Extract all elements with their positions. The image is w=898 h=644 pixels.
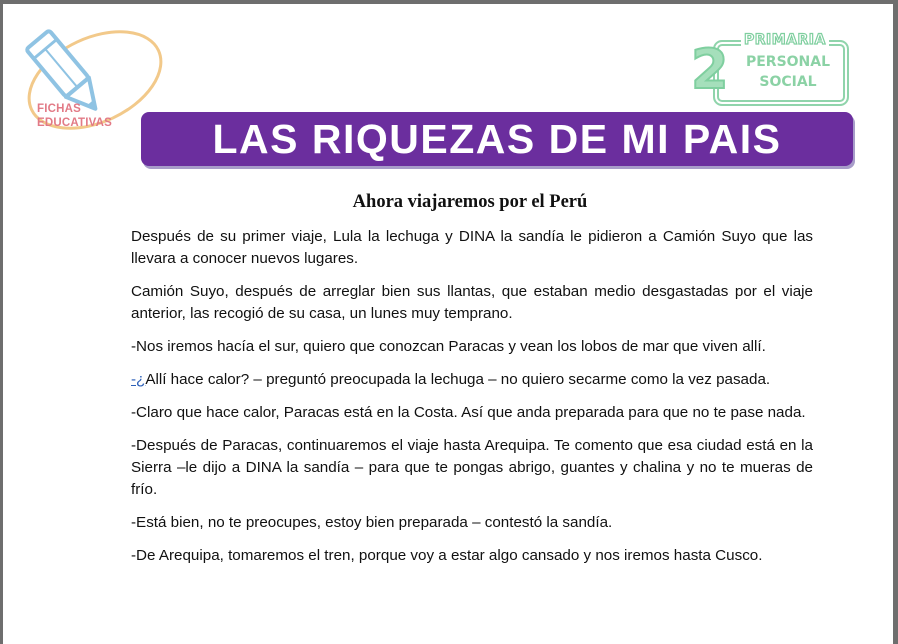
paragraph: -Está bien, no te preocupes, estoy bien preparada – contestó la sandía. — [131, 514, 613, 531]
story-body — [131, 226, 813, 578]
badge-subject-line2: SOCIAL — [759, 74, 817, 90]
paragraph: Después de su primer viaje, Lula la lechuga y DINA la sandía le pidieron a Camión Suyo que las llevara a conocer nuevos lugares. — [131, 228, 813, 267]
badge-frame — [713, 40, 849, 106]
logo-text-fichas: FICHAS — [37, 103, 82, 115]
title-banner — [141, 112, 853, 166]
page-title: LAS RIQUEZAS DE MI PAIS — [212, 115, 782, 162]
paragraph-text: Allí hace calor? – preguntó preocupada la lechuga – no quiero secarme como la vez pasada. — [145, 371, 771, 388]
paragraph: -Después de Paracas, continuaremos el viaje hasta Arequipa. Te comento que esa ciudad está en la Sierra –le dijo a DINA la sandía – para que te pongas abrigo, guantes y chalina y no te mueras de frío. — [131, 437, 813, 498]
paragraph: -De Arequipa, tomaremos el tren, porque voy a estar algo cansado y nos iremos hasta Cusco. — [131, 547, 763, 564]
badge-subject-line1: PERSONAL — [745, 54, 831, 70]
spellcheck-mark: -¿ — [131, 371, 146, 388]
paragraph — [131, 369, 813, 391]
badge-level: PRIMARIA — [741, 32, 829, 48]
badge-grade-number: 2 — [691, 38, 729, 101]
document-page — [3, 4, 893, 644]
paragraph: -Nos iremos hacía el sur, quiero que conozcan Paracas y vean los lobos de mar que viven allí. — [131, 338, 766, 355]
logo-text-educativas: EDUCATIVAS — [37, 117, 113, 129]
paragraph: Camión Suyo, después de arreglar bien sus llantas, que estaban medio desgastadas por el viaje anterior, las recogió de su casa, un lunes muy temprano. — [131, 283, 813, 322]
story-subtitle: Ahora viajaremos por el Perú — [352, 192, 588, 212]
paragraph: -Claro que hace calor, Paracas está en la Costa. Así que anda preparada para que no te pase nada. — [131, 404, 806, 421]
grade-subject-badge — [691, 32, 851, 106]
